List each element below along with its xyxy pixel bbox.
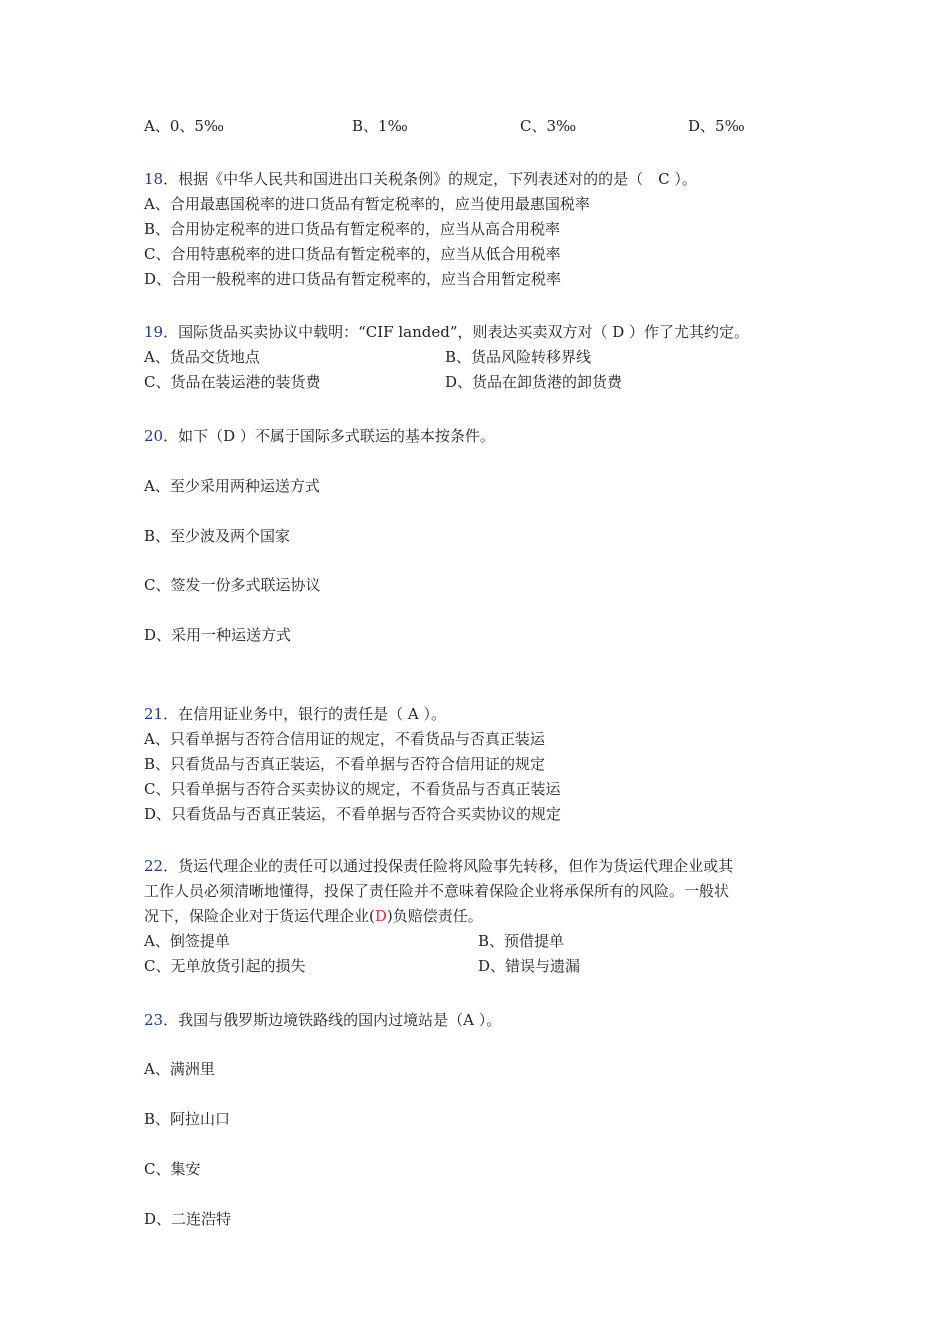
q20-option-c: C、签发一份多式联运协议	[144, 576, 321, 594]
q18-text: ．根据《中华人民共和国进出口关税条例》的规定，下列表述对的的是（ C ）。	[163, 170, 697, 188]
q22-option-a: A、倒签提单	[144, 932, 230, 950]
q19-option-b: B、货品风险转移界线	[445, 348, 592, 366]
q17-option-d: D、5‰	[688, 117, 745, 135]
q22-option-b: B、预借提单	[478, 932, 565, 950]
q23-option-d: D、二连浩特	[144, 1210, 232, 1228]
q21-option-d: D、只看货品与否真正装运，不看单据与否符合买卖协议的规定	[144, 805, 562, 823]
q22-text-3a: 况下，保险企业对于货运代理企业(	[144, 907, 375, 925]
q20-option-b: B、至少波及两个国家	[144, 527, 291, 545]
q18-stem	[144, 169, 697, 189]
q22-option-d: D、错误与遗漏	[478, 957, 581, 975]
q23-number: 23	[144, 1011, 164, 1029]
q18-option-c: C、合用特惠税率的进口货品有暂定税率的，应当从低合用税率	[144, 245, 561, 263]
q20-text: ．如下（D ）不属于国际多式联运的基本按条件。	[163, 427, 495, 445]
q18-option-d: D、合用一般税率的进口货品有暂定税率的，应当合用暂定税率	[144, 270, 562, 288]
q17-option-a: A、0、5‰	[144, 117, 225, 135]
q23-text: ．我国与俄罗斯边境铁路线的国内过境站是（A ）。	[163, 1011, 502, 1029]
q22-number: 22	[144, 857, 164, 875]
q17-option-c: C、3‰	[520, 117, 577, 135]
q18-option-b: B、合用协定税率的进口货品有暂定税率的，应当从高合用税率	[144, 220, 561, 238]
q20-stem	[144, 426, 495, 446]
q22-option-c: C、无单放货引起的损失	[144, 957, 306, 975]
q20-option-a: A、至少采用两种运送方式	[144, 477, 320, 495]
q19-option-a: A、货品交货地点	[144, 348, 260, 366]
q20-option-d: D、采用一种运送方式	[144, 626, 292, 644]
q22-text-1: ．货运代理企业的责任可以通过投保责任险将风险事先转移，但作为货运代理企业或其	[163, 857, 734, 875]
q19-stem	[144, 322, 749, 342]
q22-stem-line2: 工作人员必须清晰地懂得，投保了责任险并不意味着保险企业将承保所有的风险。一般状	[144, 882, 730, 900]
q19-number: 19	[144, 323, 164, 341]
q19-option-c: C、货品在装运港的装货费	[144, 373, 321, 391]
q21-number: 21	[144, 705, 164, 723]
q18-number: 18	[144, 170, 164, 188]
q22-stem-line3	[144, 906, 483, 926]
q23-option-a: A、满洲里	[144, 1060, 215, 1078]
q20-number: 20	[144, 427, 164, 445]
q19-text: ．国际货品买卖协议中载明：“CIF landed”，则表达买卖双方对（ D ）作了尤其约定。	[163, 323, 750, 341]
q23-option-c: C、集安	[144, 1160, 201, 1178]
q23-stem	[144, 1010, 501, 1030]
q21-option-a: A、只看单据与否符合信用证的规定，不看货品与否真正装运	[144, 730, 545, 748]
q21-text: ．在信用证业务中，银行的责任是（ A ）。	[163, 705, 446, 723]
q19-option-d: D、货品在卸货港的卸货费	[445, 373, 623, 391]
q18-option-a: A、合用最惠国税率的进口货品有暂定税率的，应当使用最惠国税率	[144, 195, 590, 213]
q17-option-b: B、1‰	[352, 117, 408, 135]
q21-option-b: B、只看货品与否真正装运，不看单据与否符合信用证的规定	[144, 755, 546, 773]
q22-text-3b: )负赔偿责任。	[386, 907, 483, 925]
q21-option-c: C、只看单据与否符合买卖协议的规定，不看货品与否真正装运	[144, 780, 561, 798]
q23-option-b: B、阿拉山口	[144, 1110, 231, 1128]
q22-answer: D	[374, 907, 387, 925]
q21-stem	[144, 704, 446, 724]
q22-stem-line1	[144, 856, 733, 876]
